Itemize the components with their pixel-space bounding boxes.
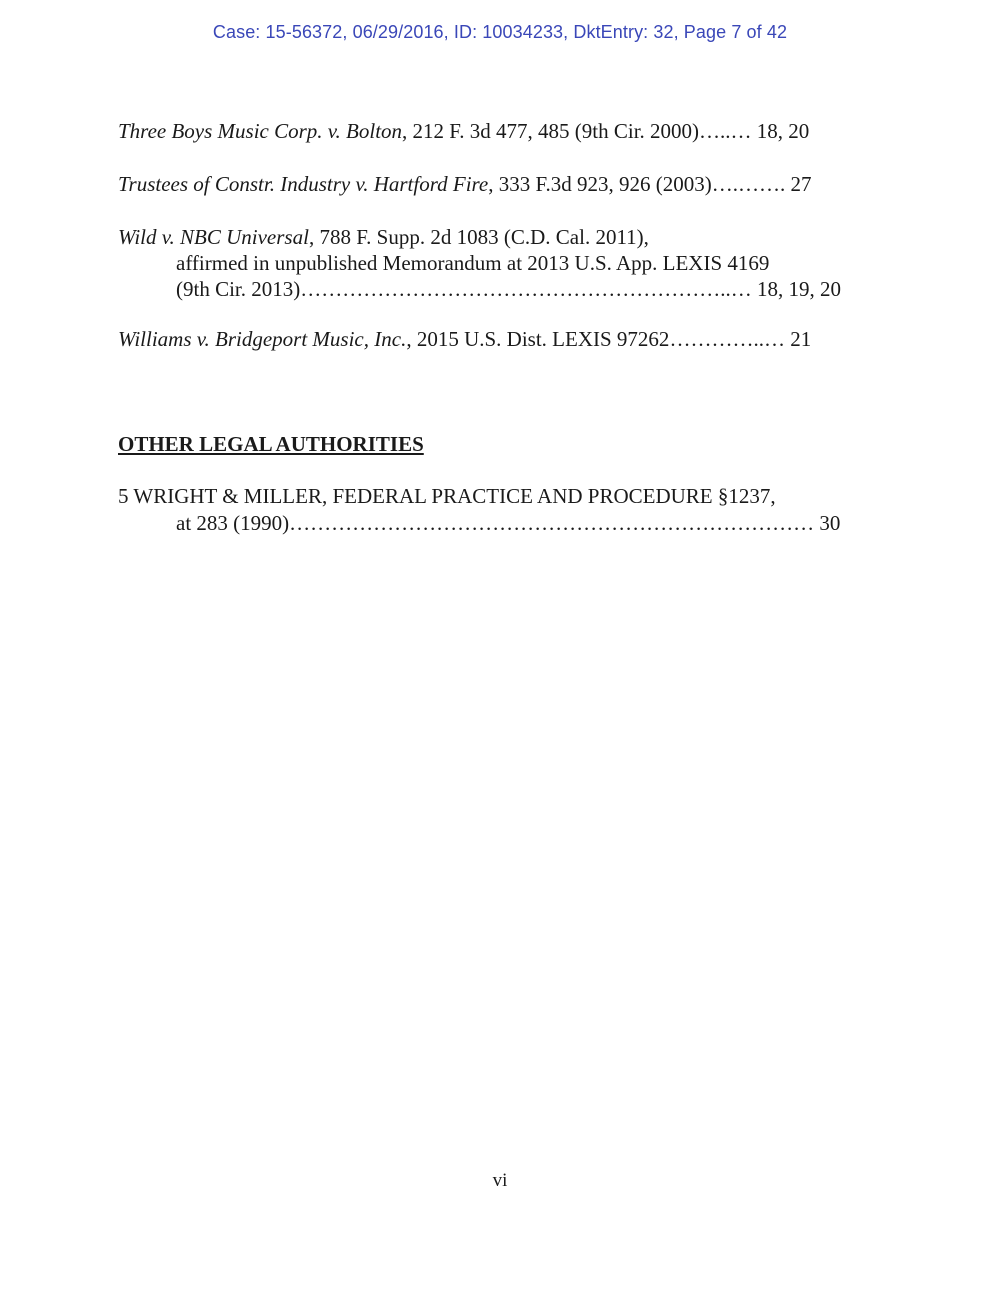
authority-continuation-line (176, 510, 840, 536)
case-name: Three Boys Music Corp. v. Bolton (118, 119, 403, 143)
case-name: Trustees of Constr. Industry v. Hartford Fire (118, 172, 489, 196)
case-entry (118, 171, 811, 197)
page-references: 27 (785, 172, 812, 196)
page-references: 18, 20 (751, 119, 810, 143)
section-heading: OTHER LEGAL AUTHORITIES (118, 432, 424, 456)
page-references: 18, 19, 20 (751, 277, 841, 301)
dot-leader: …..… (699, 119, 752, 143)
case-citation: , 212 F. 3d 477, 485 (9th Cir. 2000) (402, 119, 700, 143)
case-entry (118, 118, 809, 144)
dot-leader: ………………………………………………………………… (289, 511, 815, 535)
dot-leader: …………..… (669, 327, 785, 351)
case-name: Wild v. NBC Universal (118, 225, 309, 249)
dot-leader: ……………………………………………………..… (300, 277, 752, 301)
case-citation: , 788 F. Supp. 2d 1083 (C.D. Cal. 2011), (308, 225, 649, 249)
case-entry (118, 224, 649, 250)
authority-citation-tail: at 283 (1990) (176, 511, 290, 535)
case-continuation-line (176, 276, 841, 302)
case-citation: , 2015 U.S. Dist. LEXIS 97262 (406, 327, 670, 351)
case-header-stamp: Case: 15-56372, 06/29/2016, ID: 10034233, DktEntry: 32, Page 7 of 42 (212, 22, 788, 42)
authority-entry: 5 WRIGHT & MILLER, FEDERAL PRACTICE AND PROCEDURE §1237, (118, 484, 776, 508)
case-history-line: affirmed in unpublished Memorandum at 2013 U.S. App. LEXIS 4169 (176, 251, 770, 275)
case-entry (118, 326, 811, 352)
page-number: vi (492, 1170, 508, 1191)
dot-leader: ….……. (711, 172, 786, 196)
case-name: Williams v. Bridgeport Music, Inc. (118, 327, 407, 351)
case-citation-tail: (9th Cir. 2013) (176, 277, 301, 301)
case-citation: , 333 F.3d 923, 926 (2003) (488, 172, 712, 196)
page-references: 21 (784, 327, 812, 351)
page-references: 30 (814, 511, 841, 535)
